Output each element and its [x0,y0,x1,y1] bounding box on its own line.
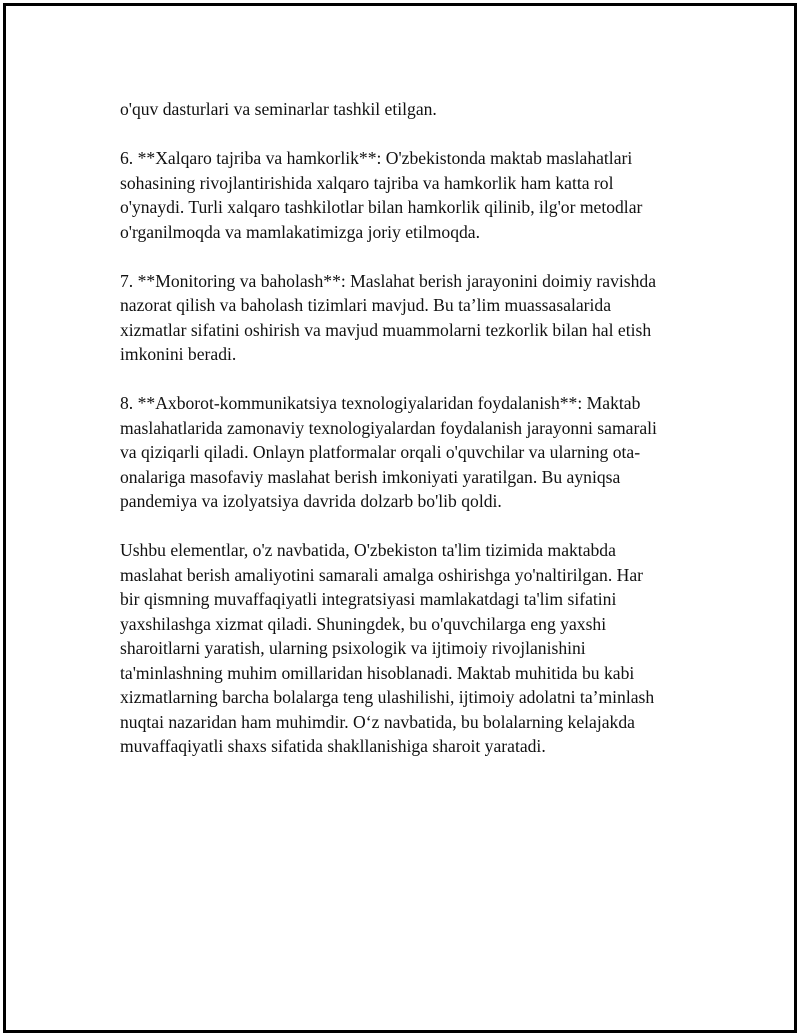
text-line: maslahatlarida zamonaviy texnologiyalardan foydalanish jarayonni samarali [120,417,657,438]
paragraph-monitoring [120,269,700,367]
page-border [3,3,797,1033]
text-line: xizmatlarning barcha bolalarga teng ulashilishi, ijtimoiy adolatni ta’minlash [120,687,655,707]
text-line: o'rganilmoqda va mamlakatimizga joriy etilmoqda. [120,221,481,242]
paragraph-continuation [120,97,700,122]
text-line: imkonini beradi. [120,344,237,364]
text-line: bir qismning muvaffaqiyatli integratsiyasi mamlakatdagi ta'lim sifatini [120,589,617,609]
text-line: nuqtai nazaridan ham muhimdir. O‘z navbatida, bu bolalarning kelajakda [120,711,635,732]
text-line: xizmatlar sifatini oshirish va mavjud muammolarni tezkorlik bilan hal etish [120,319,652,340]
text-line: sharoitlarni yaratish, ularning psixologik va ijtimoiy rivojlanishini [120,638,586,658]
text-line: 7. **Monitoring va baholash**: Maslahat berish jarayonini doimiy ravishda [120,270,657,291]
text-line: o'quv dasturlari va seminarlar tashkil etilgan. [120,99,437,119]
text-line: muvaffaqiyatli shaxs sifatida shakllanishiga sharoit yaratadi. [120,736,546,756]
text-line: ta'minlashning muhim omillaridan hisoblanadi. Maktab muhitida bu kabi [120,662,635,683]
text-line: maslahat berish amaliyotini samarali amalga oshirishga yo'naltirilgan. Har [120,564,644,585]
paragraph-conclusion [120,538,700,759]
text-line: o'ynaydi. Turli xalqaro tashkilotlar bilan hamkorlik qilinib, ilg'or metodlar [120,197,643,217]
text-line: 6. **Xalqaro tajriba va hamkorlik**: O'zbekistonda maktab maslahatlari [120,148,633,168]
document-body [120,97,700,783]
text-line: onalariga masofaviy maslahat berish imkoniyati yaratilgan. Bu ayniqsa [120,466,621,487]
text-line: va qiziqarli qiladi. Onlayn platformalar orqali o'quvchilar va ularning ota- [120,442,641,462]
text-line: sohasining rivojlantirishida xalqaro tajriba va hamkorlik ham katta rol [120,172,614,193]
text-line: yaxshilashga xizmat qiladi. Shuningdek, bu o'quvchilarga eng yaxshi [120,613,607,634]
paragraph-ict [120,391,700,514]
text-line: pandemiya va izolyatsiya davrida dolzarb bo'lib qoldi. [120,491,502,511]
text-line: 8. **Axborot-kommunikatsiya texnologiyalaridan foydalanish**: Maktab [120,393,641,413]
text-line: nazorat qilish va baholash tizimlari mavjud. Bu ta’lim muassasalarida [120,295,612,315]
text-line: Ushbu elementlar, o'z navbatida, O'zbekiston ta'lim tizimida maktabda [120,540,616,560]
paragraph-international-experience [120,146,700,244]
